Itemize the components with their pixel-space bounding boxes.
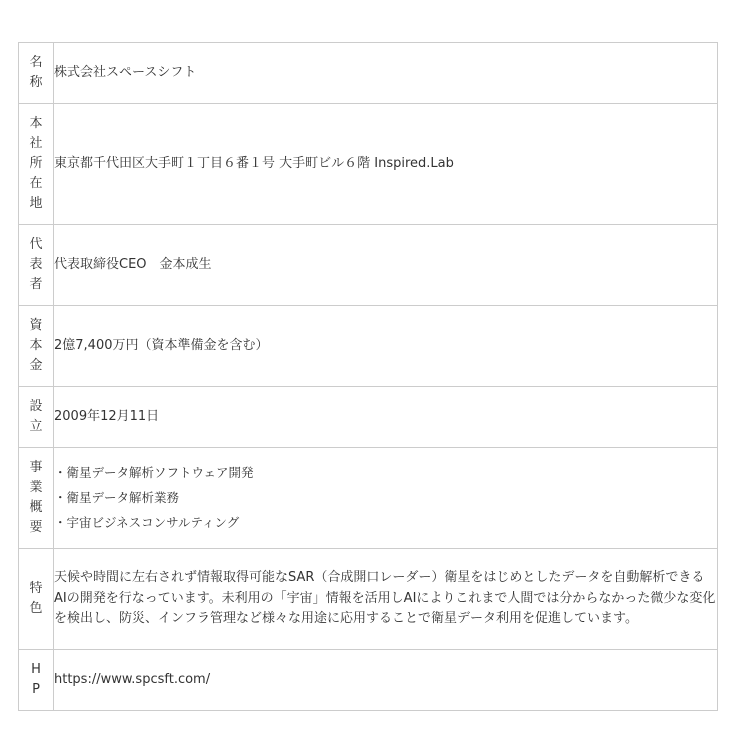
- row-label-business: 事業概要: [29, 460, 43, 535]
- row-label-homepage: HP: [31, 662, 41, 697]
- table-row-address: [19, 104, 718, 225]
- list-item: ・宇宙ビジネスコンサルティング: [54, 515, 240, 530]
- business-list: [54, 463, 717, 533]
- row-label-cell: [19, 225, 54, 306]
- features-value: 天候や時間に左右されず情報取得可能なSAR（合成開口レーダー）衛星をはじめとしたデータを自動解析できるAIの開発を行なっています。未利用の「宇宙」情報を活用しAIによりこれまで人間では分からなかった微少な変化を検出し、防災、インフラ管理など様々な用途に応用することで衛星データ利用を促進しています。: [54, 570, 716, 627]
- table-row-homepage: [19, 650, 718, 711]
- table-row-business: [19, 448, 718, 549]
- representative-value: 代表取締役CEO 金本成生: [54, 257, 212, 272]
- row-label-cell: [19, 104, 54, 225]
- row-label-cell: [19, 306, 54, 387]
- row-value-cell: [54, 448, 718, 549]
- table-row-features: [19, 549, 718, 650]
- company-profile-table: [18, 42, 718, 711]
- row-label-established: 設立: [29, 399, 43, 434]
- row-value-cell: [54, 650, 718, 711]
- row-value-cell: [54, 43, 718, 104]
- row-label-cell: [19, 387, 54, 448]
- established-value: 2009年12月11日: [54, 409, 160, 424]
- table-row-name: [19, 43, 718, 104]
- row-label-cell: [19, 448, 54, 549]
- row-label-name: 名称: [29, 55, 43, 90]
- row-label-capital: 資本金: [29, 318, 43, 373]
- row-value-cell: [54, 104, 718, 225]
- address-value: 東京都千代田区大手町１丁目６番１号 大手町ビル６階 Inspired.Lab: [54, 156, 454, 171]
- row-value-cell: [54, 549, 718, 650]
- table-row-established: [19, 387, 718, 448]
- company-name-value: 株式会社スペースシフト: [54, 65, 197, 80]
- table-row-representative: [19, 225, 718, 306]
- row-label-cell: [19, 650, 54, 711]
- row-label-address: 本社所在地: [29, 116, 43, 211]
- capital-value: 2億7,400万円（資本準備金を含む）: [54, 338, 269, 353]
- row-label-cell: [19, 43, 54, 104]
- list-item: ・衛星データ解析業務: [54, 490, 180, 505]
- row-value-cell: [54, 387, 718, 448]
- row-label-cell: [19, 549, 54, 650]
- row-value-cell: [54, 306, 718, 387]
- homepage-link[interactable]: https://www.spcsft.com/: [54, 672, 211, 687]
- table-row-capital: [19, 306, 718, 387]
- list-item: ・衛星データ解析ソフトウェア開発: [54, 465, 254, 480]
- row-label-features: 特色: [29, 581, 43, 616]
- row-label-representative: 代表者: [29, 237, 43, 292]
- row-value-cell: [54, 225, 718, 306]
